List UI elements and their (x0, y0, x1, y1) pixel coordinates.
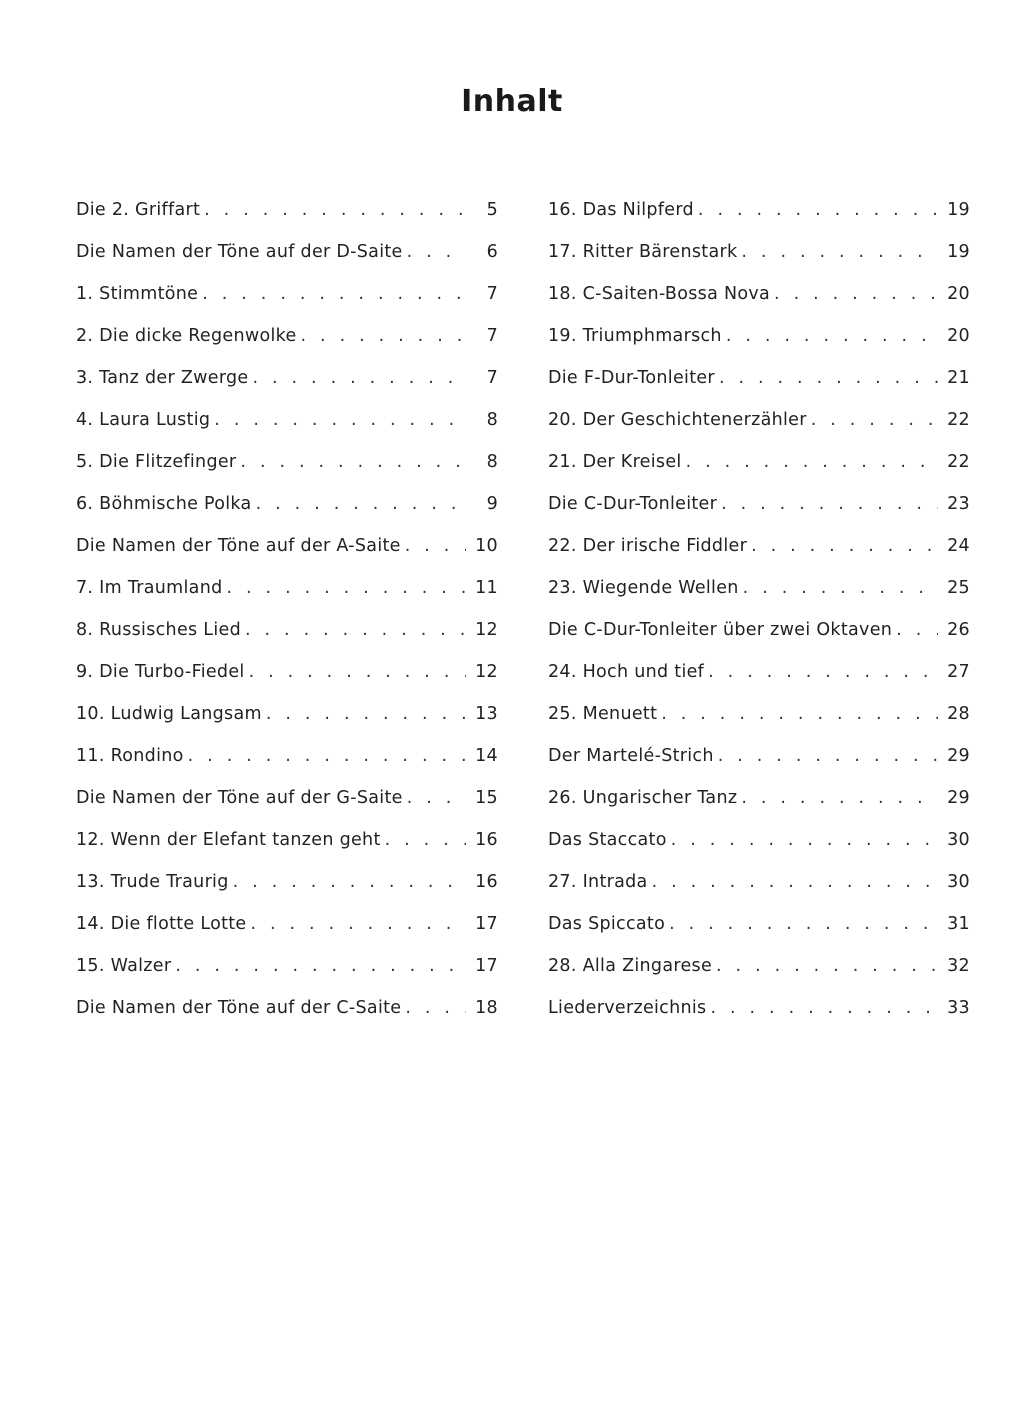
toc-entry[interactable] (548, 242, 970, 284)
dot-leader (710, 998, 938, 1018)
toc-entry[interactable] (548, 998, 970, 1040)
toc-entry-title: 23. Wiegende Wellen (548, 578, 739, 598)
dot-leader (252, 368, 466, 388)
dot-leader (301, 326, 466, 346)
toc-entry-title: 26. Ungarischer Tanz (548, 788, 738, 808)
toc-entry[interactable] (548, 914, 970, 956)
toc-entry[interactable] (548, 578, 970, 620)
toc-entry-page-number: 17 (475, 914, 498, 934)
dot-leader (204, 200, 466, 220)
toc-entry-page-number: 20 (947, 284, 970, 304)
dot-leader (671, 830, 938, 850)
dot-leader (708, 662, 938, 682)
toc-entry-title: 8. Russisches Lied (76, 620, 241, 640)
toc-entry-page-number: 22 (947, 410, 970, 430)
toc-entry[interactable] (76, 410, 498, 452)
toc-entry[interactable] (76, 620, 498, 662)
toc-entry-title: 22. Der irische Fiddler (548, 536, 748, 556)
toc-entry[interactable] (76, 998, 498, 1040)
toc-entry[interactable] (548, 746, 970, 788)
toc-entry-title: 11. Rondino (76, 746, 184, 766)
toc-entry-page-number: 6 (486, 242, 498, 262)
toc-entry-title: Der Martelé-Strich (548, 746, 714, 766)
toc-entry-page-number: 14 (475, 746, 498, 766)
dot-leader (214, 410, 466, 430)
toc-entry[interactable] (548, 284, 970, 326)
toc-entry-page-number: 23 (947, 494, 970, 514)
toc-entry-page-number: 21 (947, 368, 970, 388)
dot-leader (661, 704, 938, 724)
toc-entry[interactable] (548, 368, 970, 410)
toc-entry-page-number: 29 (947, 788, 970, 808)
toc-entry-title: 13. Trude Traurig (76, 872, 229, 892)
dot-leader (741, 242, 938, 262)
dot-leader (726, 326, 938, 346)
toc-entry-page-number: 30 (947, 830, 970, 850)
dot-leader (741, 788, 938, 808)
dot-leader (188, 746, 466, 766)
dot-leader (811, 410, 938, 430)
toc-entry-title: 12. Wenn der Elefant tanzen geht (76, 830, 381, 850)
toc-entry-title: 14. Die flotte Lotte (76, 914, 247, 934)
toc-entry-title: Die 2. Griffart (76, 200, 201, 220)
toc-entry[interactable] (76, 200, 498, 242)
toc-entry-title: 25. Menuett (548, 704, 658, 724)
toc-entry[interactable] (548, 830, 970, 872)
toc-entry-title: Die C-Dur-Tonleiter (548, 494, 718, 514)
toc-entry-page-number: 26 (947, 620, 970, 640)
toc-entry[interactable] (76, 872, 498, 914)
dot-leader (227, 578, 467, 598)
toc-entry-title: 19. Triumphmarsch (548, 326, 722, 346)
toc-entry-title: Die Namen der Töne auf der C-Saite (76, 998, 402, 1018)
toc-entry-title: Das Staccato (548, 830, 667, 850)
toc-entry-title: 10. Ludwig Langsam (76, 704, 262, 724)
toc-entry-page-number: 28 (947, 704, 970, 724)
toc-entry-title: 2. Die dicke Regenwolke (76, 326, 297, 346)
dot-leader (686, 452, 938, 472)
dot-leader (407, 788, 466, 808)
toc-entry-page-number: 25 (947, 578, 970, 598)
toc-entry[interactable] (76, 746, 498, 788)
toc-entry[interactable] (548, 494, 970, 536)
dot-leader (266, 704, 466, 724)
dot-leader (405, 998, 466, 1018)
dot-leader (250, 914, 466, 934)
toc-entry-page-number: 7 (486, 284, 498, 304)
toc-entry[interactable] (76, 536, 498, 578)
toc-entry-title: 7. Im Traumland (76, 578, 223, 598)
dot-leader (669, 914, 938, 934)
toc-entry-page-number: 24 (947, 536, 970, 556)
toc-entry-page-number: 18 (475, 998, 498, 1018)
dot-leader (719, 368, 938, 388)
toc-entry-page-number: 11 (475, 578, 498, 598)
toc-entry-title: 9. Die Turbo-Fiedel (76, 662, 245, 682)
dot-leader (405, 536, 466, 556)
toc-entry[interactable] (76, 368, 498, 410)
dot-leader (716, 956, 938, 976)
toc-entry[interactable] (76, 242, 498, 284)
toc-entry[interactable] (548, 662, 970, 704)
toc-entry[interactable] (548, 410, 970, 452)
toc-entry-page-number: 8 (486, 452, 498, 472)
toc-entry[interactable] (76, 788, 498, 830)
toc-entry-page-number: 19 (947, 242, 970, 262)
toc-entry-title: 4. Laura Lustig (76, 410, 211, 430)
page-title: Inhalt (461, 84, 563, 119)
toc-entry[interactable] (548, 788, 970, 830)
toc-entry[interactable] (548, 452, 970, 494)
toc-entry-title: 3. Tanz der Zwerge (76, 368, 249, 388)
toc-entry-page-number: 31 (947, 914, 970, 934)
toc-entry[interactable] (76, 956, 498, 998)
toc-entry-title: Liederverzeichnis (548, 998, 707, 1018)
toc-entry-title: 20. Der Geschichtenerzähler (548, 410, 807, 430)
toc-entry-page-number: 19 (947, 200, 970, 220)
dot-leader (751, 536, 938, 556)
toc-entry-title: Die Namen der Töne auf der D-Saite (76, 242, 403, 262)
toc-entry[interactable] (76, 578, 498, 620)
dot-leader (721, 494, 938, 514)
toc-entry-title: 27. Intrada (548, 872, 648, 892)
toc-entry-title: Das Spiccato (548, 914, 666, 934)
toc-entry-title: 21. Der Kreisel (548, 452, 682, 472)
toc-entry[interactable] (76, 914, 498, 956)
toc-entry[interactable] (76, 326, 498, 368)
toc-entry-page-number: 17 (475, 956, 498, 976)
dot-leader (249, 662, 466, 682)
toc-entry-title: 15. Walzer (76, 956, 172, 976)
toc-entry[interactable] (76, 452, 498, 494)
toc-entry[interactable] (76, 494, 498, 536)
dot-leader (233, 872, 466, 892)
dot-leader (743, 578, 938, 598)
toc-entry-title: Die Namen der Töne auf der A-Saite (76, 536, 401, 556)
dot-leader (202, 284, 466, 304)
dot-leader (718, 746, 938, 766)
toc-entry-title: Die F-Dur-Tonleiter (548, 368, 715, 388)
dot-leader (385, 830, 466, 850)
toc-entry[interactable] (76, 662, 498, 704)
toc-entry-title: 6. Böhmische Polka (76, 494, 252, 514)
dot-leader (652, 872, 938, 892)
toc-entry[interactable] (548, 956, 970, 998)
toc-entry-title: 16. Das Nilpferd (548, 200, 694, 220)
toc-entry-page-number: 33 (947, 998, 970, 1018)
toc-entry-title: 5. Die Flitzefinger (76, 452, 237, 472)
dot-leader (256, 494, 466, 514)
toc-entry-title: 24. Hoch und tief (548, 662, 705, 682)
toc-entry-title: 28. Alla Zingarese (548, 956, 713, 976)
dot-leader (175, 956, 466, 976)
toc-entry[interactable] (548, 704, 970, 746)
toc-entry-page-number: 16 (475, 872, 498, 892)
toc-entry-title: Die C-Dur-Tonleiter über zwei Oktaven (548, 620, 893, 640)
toc-entry-title: 17. Ritter Bärenstark (548, 242, 738, 262)
toc-entry[interactable] (76, 704, 498, 746)
toc-entry-title: 18. C-Saiten-Bossa Nova (548, 284, 771, 304)
toc-entry-page-number: 12 (475, 662, 498, 682)
toc-right-column (548, 200, 970, 1040)
toc-entry[interactable] (76, 284, 498, 326)
dot-leader (240, 452, 466, 472)
toc-entry[interactable] (548, 200, 970, 242)
toc-entry-page-number: 13 (475, 704, 498, 724)
toc-left-column (76, 200, 498, 1040)
toc-entry-page-number: 27 (947, 662, 970, 682)
dot-leader (245, 620, 466, 640)
toc-entry-page-number: 8 (486, 410, 498, 430)
toc-entry-page-number: 16 (475, 830, 498, 850)
toc-entry-page-number: 12 (475, 620, 498, 640)
toc-entry[interactable] (548, 872, 970, 914)
toc-entry-page-number: 7 (486, 368, 498, 388)
toc-entry-page-number: 9 (486, 494, 498, 514)
dot-leader (407, 242, 466, 262)
toc-entry[interactable] (548, 326, 970, 368)
toc-entry[interactable] (548, 536, 970, 578)
toc-entry-page-number: 22 (947, 452, 970, 472)
toc-entry-page-number: 30 (947, 872, 970, 892)
dot-leader (896, 620, 938, 640)
toc-entry-title: 1. Stimmtöne (76, 284, 199, 304)
toc-entry-page-number: 15 (475, 788, 498, 808)
toc-entry-page-number: 7 (486, 326, 498, 346)
toc-entry[interactable] (76, 830, 498, 872)
toc-entry-page-number: 32 (947, 956, 970, 976)
toc-entry-page-number: 10 (475, 536, 498, 556)
toc-entry-page-number: 29 (947, 746, 970, 766)
toc-entry-page-number: 20 (947, 326, 970, 346)
dot-leader (698, 200, 938, 220)
toc-entry-page-number: 5 (486, 200, 498, 220)
toc-entry-title: Die Namen der Töne auf der G-Saite (76, 788, 403, 808)
toc-entry[interactable] (548, 620, 970, 662)
dot-leader (774, 284, 938, 304)
